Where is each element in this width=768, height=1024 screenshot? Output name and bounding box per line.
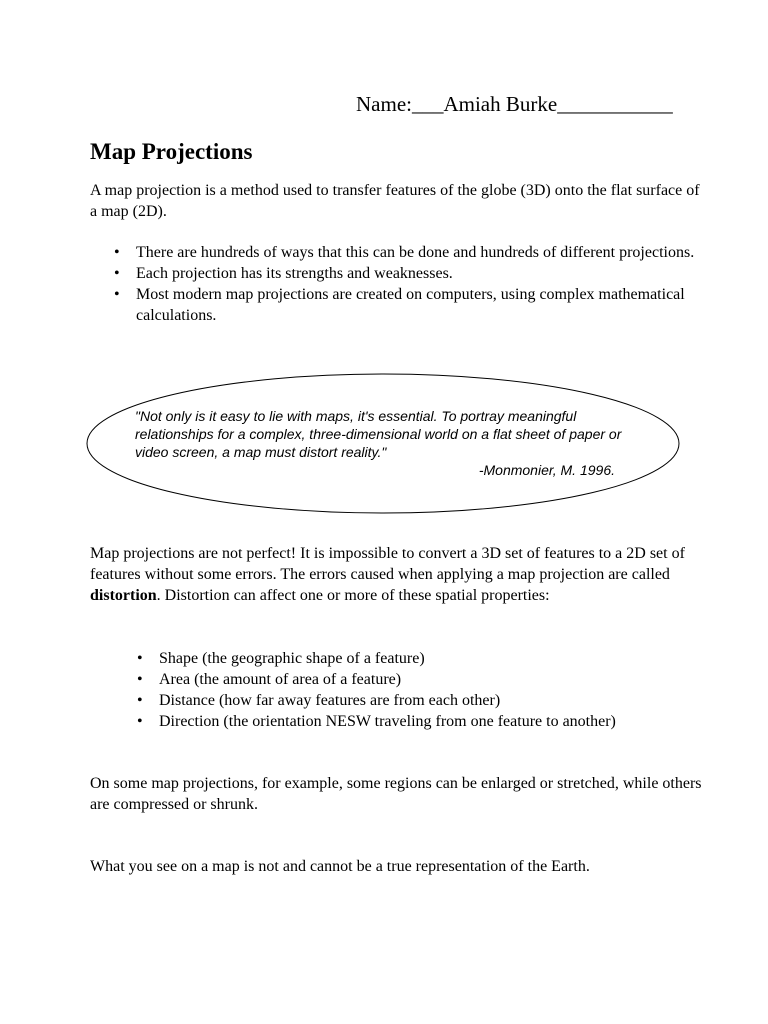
list-item: • Distance (how far away features are from each other) <box>159 690 699 711</box>
distortion-paragraph <box>90 543 705 606</box>
conclusion-paragraph: What you see on a map is not and cannot be a true representation of the Earth. <box>90 858 590 875</box>
page-title: Map Projections <box>90 139 253 164</box>
intro-paragraph: A map projection is a method used to transfer features of the globe (3D) onto the flat surface of a map (2D). <box>90 182 700 220</box>
list-item: • Each projection has its strengths and weaknesses. <box>136 263 696 284</box>
quote-block <box>135 407 635 479</box>
list-item: • Area (the amount of area of a feature) <box>159 669 699 690</box>
enlarged-regions-paragraph: On some map projections, for example, some regions can be enlarged or stretched, while others are compressed or shrunk. <box>90 775 702 813</box>
spatial-properties-list <box>159 648 699 732</box>
quote-callout <box>86 373 680 514</box>
list-item: • Shape (the geographic shape of a feature) <box>159 648 699 669</box>
list-item: • Direction (the orientation NESW traveling from one feature to another) <box>159 711 699 732</box>
projection-facts-list <box>136 242 696 326</box>
quote-text: "Not only is it easy to lie with maps, it's essential. To portray meaningful relationships for a complex, three-dimensional world on a flat sheet of paper or video screen, a map must distort reality." <box>135 408 622 460</box>
list-item: • Most modern map projections are created on computers, using complex mathematical calculations. <box>136 284 696 326</box>
distortion-term: distortion <box>90 587 157 604</box>
distortion-text-after: . Distortion can affect one or more of these spatial properties: <box>156 587 550 604</box>
quote-citation: -Monmonier, M. 1996. <box>478 462 615 478</box>
distortion-text-before: Map projections are not perfect! It is impossible to convert a 3D set of features to a 2D set of features without some errors. The errors caused when applying a map projection are called <box>90 545 685 583</box>
student-name-line: Name:___Amiah Burke___________ <box>356 92 673 116</box>
list-item: • There are hundreds of ways that this can be done and hundreds of different projections. <box>136 242 696 263</box>
